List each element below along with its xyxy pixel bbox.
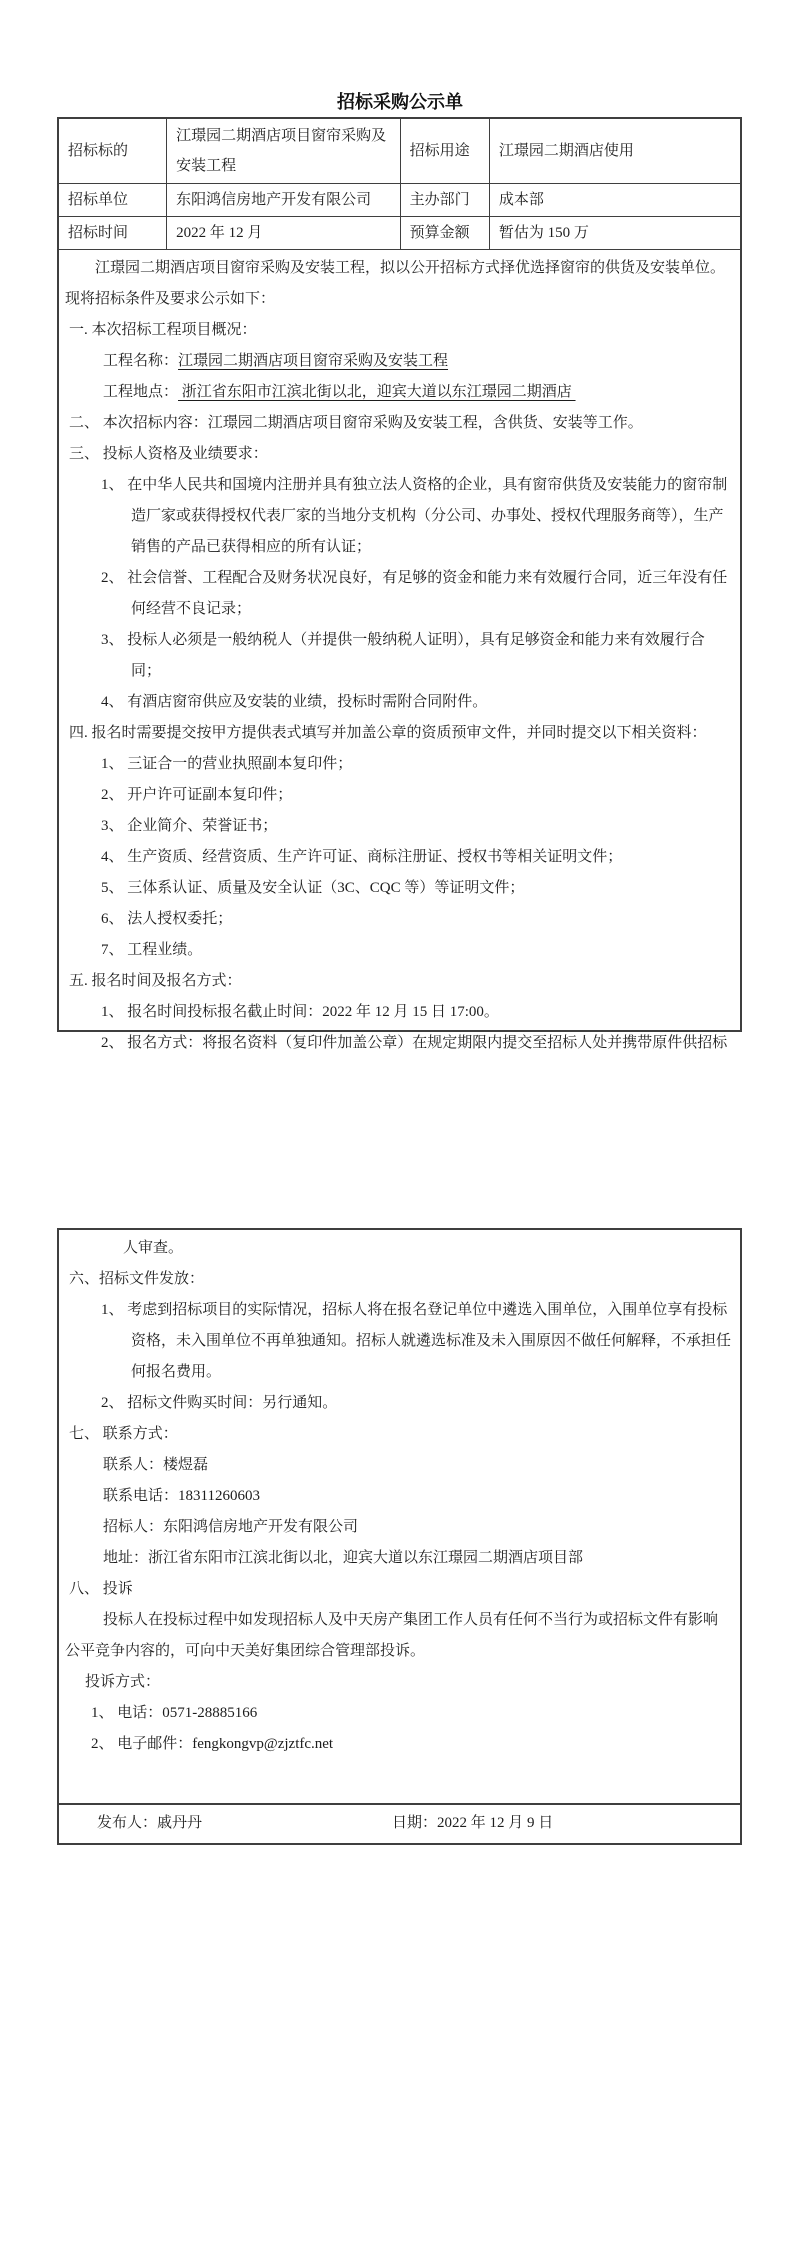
- section-4-heading: 四. 报名时需要提交按甲方提供表式填写并加盖公章的资质预审文件，并同时提交以下相关资料：: [69, 725, 707, 741]
- material-item: 4、 生产资质、经营资质、生产许可证、商标注册证、授权书等相关证明文件；: [101, 849, 623, 865]
- tenderer-line: 招标人：东阳鸿信房地产开发有限公司: [103, 1519, 359, 1535]
- qualification-item: 1、 在中华人民共和国境内注册并具有独立法人资格的企业，具有窗帘供货及安装能力的窗帘制造厂家或获得授权代表厂家的当地分支机构（分公司、办事处、授权代理服务商等），生产销售的产品已获得相应的所有认证；: [101, 477, 728, 555]
- section-7-heading: 七、 联系方式：: [69, 1426, 178, 1442]
- complaint-paragraph: 投标人在投标过程中如发现招标人及中天房产集团工作人员有任何不当行为或招标文件有影响公平竞争内容的，可向中天美好集团综合管理部投诉。: [65, 1612, 719, 1659]
- section-1-heading: 一. 本次招标工程项目概况：: [69, 322, 257, 338]
- cell-budget-value: 暂估为 150 万: [489, 217, 740, 250]
- material-item: 2、 开户许可证副本复印件；: [101, 787, 293, 803]
- project-site-value: 浙江省东阳市江滨北街以北，迎宾大道以东江璟园二期酒店: [178, 384, 576, 400]
- contact-person-line: 联系人：楼煜磊: [103, 1457, 209, 1473]
- project-site-line: [65, 377, 732, 408]
- cell-host-dept-label: 主办部门: [400, 184, 489, 217]
- intro-paragraph: 江璟园二期酒店项目窗帘采购及安装工程，拟以公开招标方式择优选择窗帘的供货及安装单位。现将招标条件及要求公示如下：: [65, 260, 726, 307]
- complaint-phone-line: 1、 电话：0571-28885166: [91, 1705, 258, 1721]
- complaint-email-line: 2、 电子邮件：fengkongvp@zjztfc.net: [91, 1736, 334, 1752]
- project-name-value: 江璟园二期酒店项目窗帘采购及安装工程: [178, 353, 449, 369]
- continuation-line: 人审查。: [123, 1240, 184, 1256]
- section-3-heading: 三、 投标人资格及业绩要求：: [69, 446, 268, 462]
- address-line: 地址：浙江省东阳市江滨北街以北，迎宾大道以东江璟园二期酒店项目部: [103, 1550, 584, 1566]
- signup-item: 1、 报名时间投标报名截止时间：2022 年 12 月 15 日 17:00。: [101, 1004, 499, 1020]
- contact-phone-line: 联系电话：18311260603: [103, 1488, 260, 1504]
- cell-bid-purpose-label: 招标用途: [400, 119, 489, 184]
- cell-bid-unit-value: 东阳鸿信房地产开发有限公司: [167, 184, 401, 217]
- cell-bid-time-value: 2022 年 12 月: [167, 217, 401, 250]
- project-site-label: 工程地点：: [103, 384, 179, 400]
- project-name-label: 工程名称：: [103, 353, 179, 369]
- cell-bid-subject-value: 江璟园二期酒店项目窗帘采购及安装工程: [167, 119, 401, 184]
- publisher-name: 戚丹丹: [157, 1815, 203, 1831]
- page-2-body: [59, 1230, 740, 1760]
- cell-bid-purpose-value: 江璟园二期酒店使用: [489, 119, 740, 184]
- publisher-label: 发布人：: [97, 1815, 158, 1831]
- material-item: 6、 法人授权委托；: [101, 911, 233, 927]
- doc-issue-item: 1、 考虑到招标项目的实际情况，招标人将在报名登记单位中遴选入围单位，入围单位享有投标资格，未入围单位不再单独通知。招标人就遴选标准及未入围原因不做任何解释，不承担任何报名费用。: [101, 1302, 732, 1380]
- qualification-item: 3、 投标人必须是一般纳税人（并提供一般纳税人证明），具有足够资金和能力来有效履行合同；: [101, 632, 705, 679]
- material-item: 7、 工程业绩。: [101, 942, 203, 958]
- date-label: 日期：: [392, 1815, 438, 1831]
- material-item: 1、 三证合一的营业执照副本复印件；: [101, 756, 353, 772]
- publisher-line: [97, 1805, 202, 1841]
- material-item: 5、 三体系认证、质量及安全认证（3C、CQC 等）等证明文件；: [101, 880, 525, 896]
- cell-bid-subject-label: 招标标的: [59, 119, 167, 184]
- page-2: [57, 1228, 742, 1845]
- section-2-heading: 二、 本次招标内容：江璟园二期酒店项目窗帘采购及安装工程，含供货、安装等工作。: [69, 415, 643, 431]
- cell-host-dept-value: 成本部: [489, 184, 740, 217]
- date-line: [392, 1805, 553, 1841]
- table-row: [59, 119, 740, 184]
- page-1-body: [59, 250, 740, 1059]
- material-item: 3、 企业简介、荣誉证书；: [101, 818, 278, 834]
- doc-issue-item: 2、 招标文件购买时间：另行通知。: [101, 1395, 338, 1411]
- cell-budget-label: 预算金额: [400, 217, 489, 250]
- page-title: 招标采购公示单: [337, 92, 463, 112]
- publisher-footer: [59, 1803, 740, 1843]
- table-row: [59, 217, 740, 250]
- qualification-item: 2、 社会信誉、工程配合及财务状况良好，有足够的资金和能力来有效履行合同，近三年没有任何经营不良记录；: [101, 570, 728, 617]
- table-row: [59, 184, 740, 217]
- complaint-method-heading: 投诉方式：: [85, 1674, 161, 1690]
- info-table: [59, 119, 740, 250]
- section-5-heading: 五. 报名时间及报名方式：: [69, 973, 242, 989]
- section-6-heading: 六、招标文件发放：: [69, 1271, 205, 1287]
- cell-bid-unit-label: 招标单位: [59, 184, 167, 217]
- project-name-line: [65, 346, 732, 377]
- date-value: 2022 年 12 月 9 日: [437, 1815, 554, 1831]
- page-1: [57, 117, 742, 1051]
- section-8-heading: 八、 投诉: [69, 1581, 133, 1597]
- cell-bid-time-label: 招标时间: [59, 217, 167, 250]
- signup-item: 2、 报名方式：将报名资料（复印件加盖公章）在规定期限内提交至招标人处并携带原件供招标: [101, 1035, 728, 1051]
- qualification-item: 4、 有酒店窗帘供应及安装的业绩，投标时需附合同附件。: [101, 694, 488, 710]
